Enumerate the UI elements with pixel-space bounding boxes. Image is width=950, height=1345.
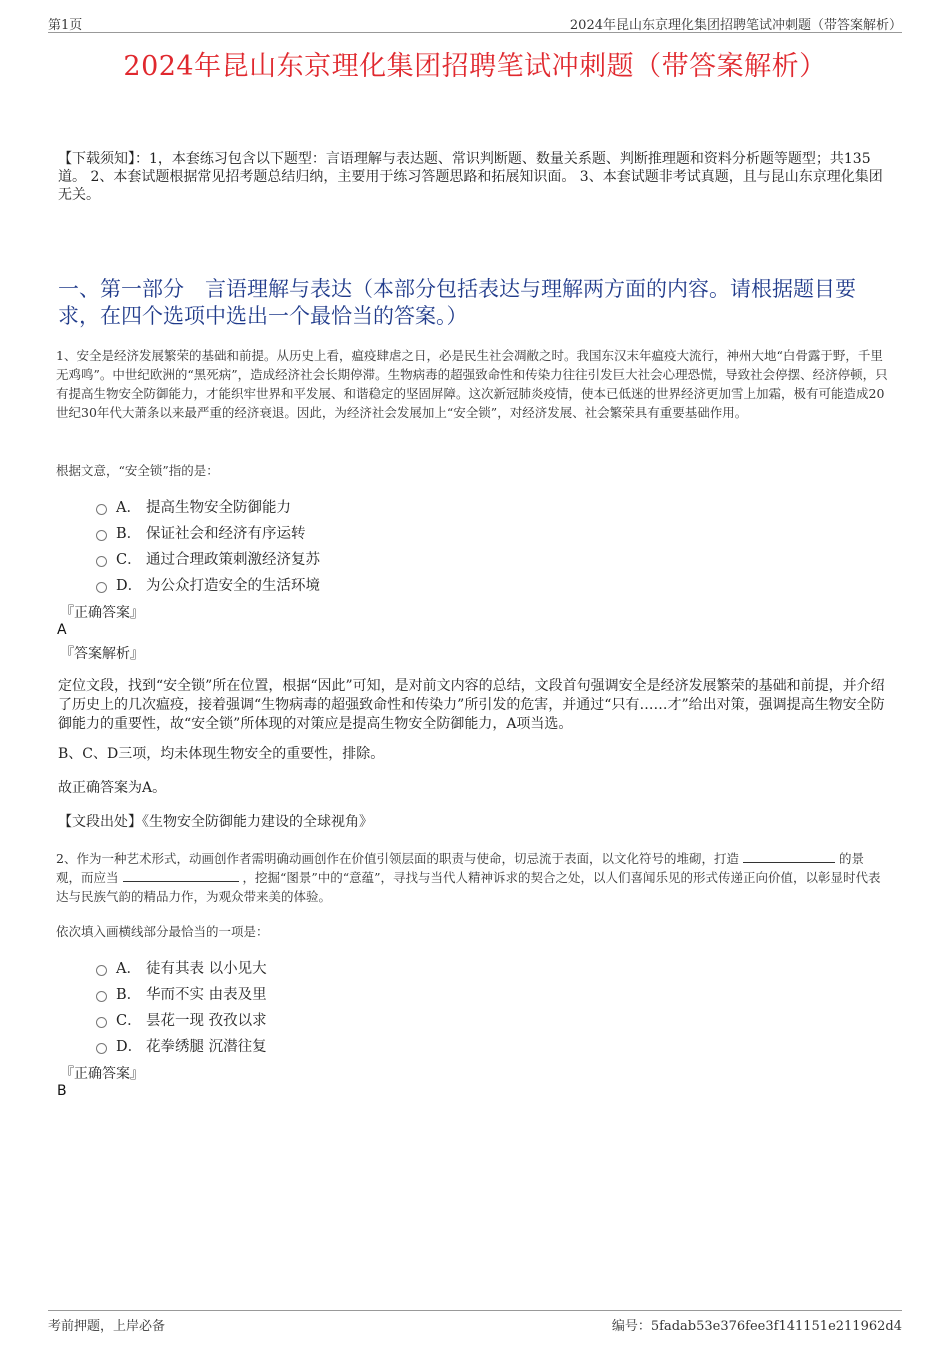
option-b[interactable]: B． 华而不实 由表及里 <box>96 980 267 1006</box>
radio-icon[interactable] <box>96 1017 107 1028</box>
analysis-paragraph: 定位文段，找到“安全锁”所在位置，根据“因此”可知，是对前文内容的总结，文段首句强调安全是经济发展繁荣的基础和前提，并介绍了历史上的几次瘟疫，接着强调“生物病毒的超强致命性和传染力”所引发的危害，并通过“只有……才”给出对策，强调提高生物安全防御能力的重要性，故“安全锁”所体现的对策应是提高生物安全防御能力，A项当选。 <box>58 678 885 732</box>
radio-icon[interactable] <box>96 530 107 541</box>
answer-label: 『正确答案』 <box>60 1066 144 1082</box>
fill-blank-2 <box>123 869 239 882</box>
radio-icon[interactable] <box>96 991 107 1002</box>
page-footer <box>48 1310 902 1334</box>
question-1-text: 1、安全是经济发展繁荣的基础和前提。从历史上看，瘟疫肆虐之日，必是民生社会凋敝之时。我国东汉末年瘟疫大流行，神州大地“白骨露于野，千里无鸡鸣”。中世纪欧洲的“黑死病”，造成经济社会长期停滞。生物病毒的超强致命性和传染力往往引发巨大社会心理恐慌，导致社会停摆、经济停顿，只有提高生物安全防御能力，才能织牢世界和平发展、和谐稳定的坚固屏障。这次新冠肺炎疫情，使本已低迷的世界经济更加雪上加霜，极有可能造成20世纪30年代大萧条以来最严重的经济衰退。因此，为经济社会发展加上“安全锁”，对经济发展、社会繁荣具有重要基础作用。 <box>56 348 888 420</box>
analysis-paragraph: B、C、D三项，均未体现生物安全的重要性，排除。 <box>58 746 385 762</box>
radio-icon[interactable] <box>96 582 107 593</box>
answer-value: B <box>57 1083 67 1099</box>
analysis-source: 【文段出处】《生物安全防御能力建设的全球视角》 <box>58 814 373 830</box>
document-title: 2024年昆山东京理化集团招聘笔试冲刺题（带答案解析） <box>123 51 827 82</box>
option-d[interactable]: D． 为公众打造安全的生活环境 <box>96 571 320 597</box>
option-c[interactable]: C． 昙花一现 孜孜以求 <box>96 1006 267 1032</box>
question-2-text: 2、作为一种艺术形式，动画创作者需明确动画创作在价值引领层面的职责与使命，切忌流于表面，以文化符号的堆砌，打造 的景观，而应当 ，挖掘“图景”中的“意蕴”，寻找与当代人精神诉求的契合之处，以人们喜闻乐见的形式传递正向价值，以彰显时代表达与民族气韵的精品力作，为观众带来美的体验。 <box>56 851 881 904</box>
radio-icon[interactable] <box>96 556 107 567</box>
answer-label: 『正确答案』 <box>60 605 144 621</box>
page-header <box>48 14 902 33</box>
download-notice: 【下载须知】：1，本套练习包含以下题型：言语理解与表达题、常识判断题、数量关系题、判断推理题和资料分析题等题型；共135道。 2、本套试题根据常见招考题总结归纳，主要用于练习答题思路和拓展知识面。 3、本套试题非考试真题，且与昆山东京理化集团无关。 <box>58 151 883 203</box>
option-a[interactable]: A． 提高生物安全防御能力 <box>96 493 320 519</box>
analysis-paragraph: 故正确答案为A。 <box>58 780 167 796</box>
radio-icon[interactable] <box>96 965 107 976</box>
radio-icon[interactable] <box>96 504 107 515</box>
option-a[interactable]: A． 徒有其表 以小见大 <box>96 954 267 980</box>
question-2-options <box>96 954 267 1058</box>
fill-blank-1 <box>743 850 835 863</box>
question-1-prompt: 根据文意，“安全锁”指的是： <box>56 463 219 478</box>
option-b[interactable]: B． 保证社会和经济有序运转 <box>96 519 320 545</box>
radio-icon[interactable] <box>96 1043 107 1054</box>
question-1-options <box>96 493 320 597</box>
option-d[interactable]: D． 花拳绣腿 沉潜往复 <box>96 1032 267 1058</box>
footer-serial: 编号：5fadab53e376fee3f141151e211962d4 <box>611 1319 902 1334</box>
analysis-label: 『答案解析』 <box>60 646 144 662</box>
footer-slogan: 考前押题，上岸必备 <box>48 1319 166 1334</box>
question-2-prompt: 依次填入画横线部分最恰当的一项是： <box>56 924 269 939</box>
option-c[interactable]: C． 通过合理政策刺激经济复苏 <box>96 545 320 571</box>
answer-value: A <box>57 622 67 638</box>
page-number: 第1页 <box>48 18 83 33</box>
header-doc-title: 2024年昆山东京理化集团招聘笔试冲刺题（带答案解析） <box>569 18 902 33</box>
section-title: 一、第一部分 言语理解与表达（本部分包括表达与理解两方面的内容。请根据题目要求，在四个选项中选出一个最恰当的答案。） <box>58 277 856 328</box>
